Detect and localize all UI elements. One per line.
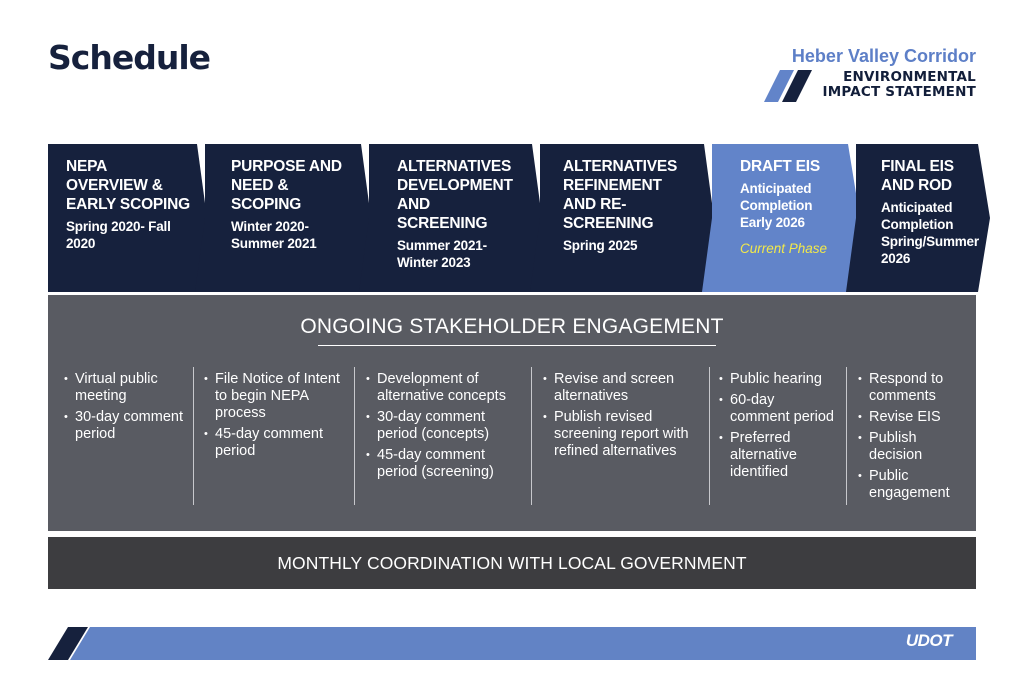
phase-4-date: Spring 2025 [563,238,638,253]
stakeholder-title: ONGOING STAKEHOLDER ENGAGEMENT [300,315,724,338]
list-item: • 45-day comment period (screening) [366,447,526,481]
column-divider [846,367,847,505]
list-item: • 45-day comment period [204,426,344,460]
phase-4 [563,144,703,292]
brand-corridor-name: Heber Valley Corridor [791,46,976,66]
list-item: • 30-day comment period (concepts) [366,409,526,443]
current-phase-label: Current Phase [740,241,828,256]
column-divider [531,367,532,505]
engagement-column-6 [858,371,973,506]
engagement-column-3 [366,371,526,485]
page-title: Schedule [48,38,211,77]
phase-1-name: NEPA OVERVIEW & EARLY SCOPING [66,158,191,213]
stakeholder-engagement-panel [48,295,976,531]
column-divider [709,367,710,505]
list-item: • Virtual public meeting [64,371,184,405]
phase-2-name: PURPOSE AND NEED & SCOPING [231,158,342,213]
list-item: • Revise EIS [858,409,973,426]
phase-3 [397,144,532,292]
list-item: • Preferred alternative identified [719,430,834,481]
list-item: • Publish revised screening report with refined alternatives [543,409,693,460]
phase-3-date: Summer 2021- Winter 2023 [397,238,487,270]
list-item: • Public engagement [858,468,973,502]
phase-5-date: Anticipated Completion Early 2026 [740,181,813,230]
list-item: • Development of alternative concepts [366,371,526,405]
brand-line-1: ENVIRONMENTAL [843,69,976,85]
engagement-column-4 [543,371,693,464]
phase-timeline [48,144,992,292]
brand-logo [760,46,980,106]
column-divider [193,367,194,505]
phase-2 [231,144,366,292]
phase-1-date: Spring 2020- Fall 2020 [66,219,171,251]
list-item: • Public hearing [719,371,834,388]
phase-6-name: FINAL EIS AND ROD [881,158,954,194]
footer-bar [48,627,976,660]
footer-stripes [48,627,976,660]
stakeholder-title-underline [318,345,716,346]
column-divider [354,367,355,505]
monthly-coordination-bar: MONTHLY COORDINATION WITH LOCAL GOVERNMENT [48,537,976,589]
brand-line-2: IMPACT STATEMENT [822,84,976,100]
phase-4-name: ALTERNATIVES REFINEMENT AND RE-SCREENING [563,158,678,232]
phase-2-date: Winter 2020- Summer 2021 [231,219,317,251]
phase-3-name: ALTERNATIVES DEVELOPMENT AND SCREENING [397,158,513,232]
engagement-column-2 [204,371,344,464]
list-item: • 60-day comment period [719,392,834,426]
phase-6-date: Anticipated Completion Spring/Summer 2026 [881,200,979,266]
list-item: • 30-day comment period [64,409,184,443]
list-item: • Respond to comments [858,371,973,405]
udot-logo: UDOT [905,631,952,650]
list-item: • Revise and screen alternatives [543,371,693,405]
phase-1 [66,144,201,292]
brand-stripes-icon [760,70,820,102]
list-item: • Publish decision [858,430,973,464]
engagement-column-5 [719,371,834,485]
phase-5-name: DRAFT EIS [740,158,821,175]
engagement-column-1 [64,371,184,447]
phase-6 [881,144,986,292]
list-item: • File Notice of Intent to begin NEPA process [204,371,344,422]
phase-5 [740,144,845,292]
